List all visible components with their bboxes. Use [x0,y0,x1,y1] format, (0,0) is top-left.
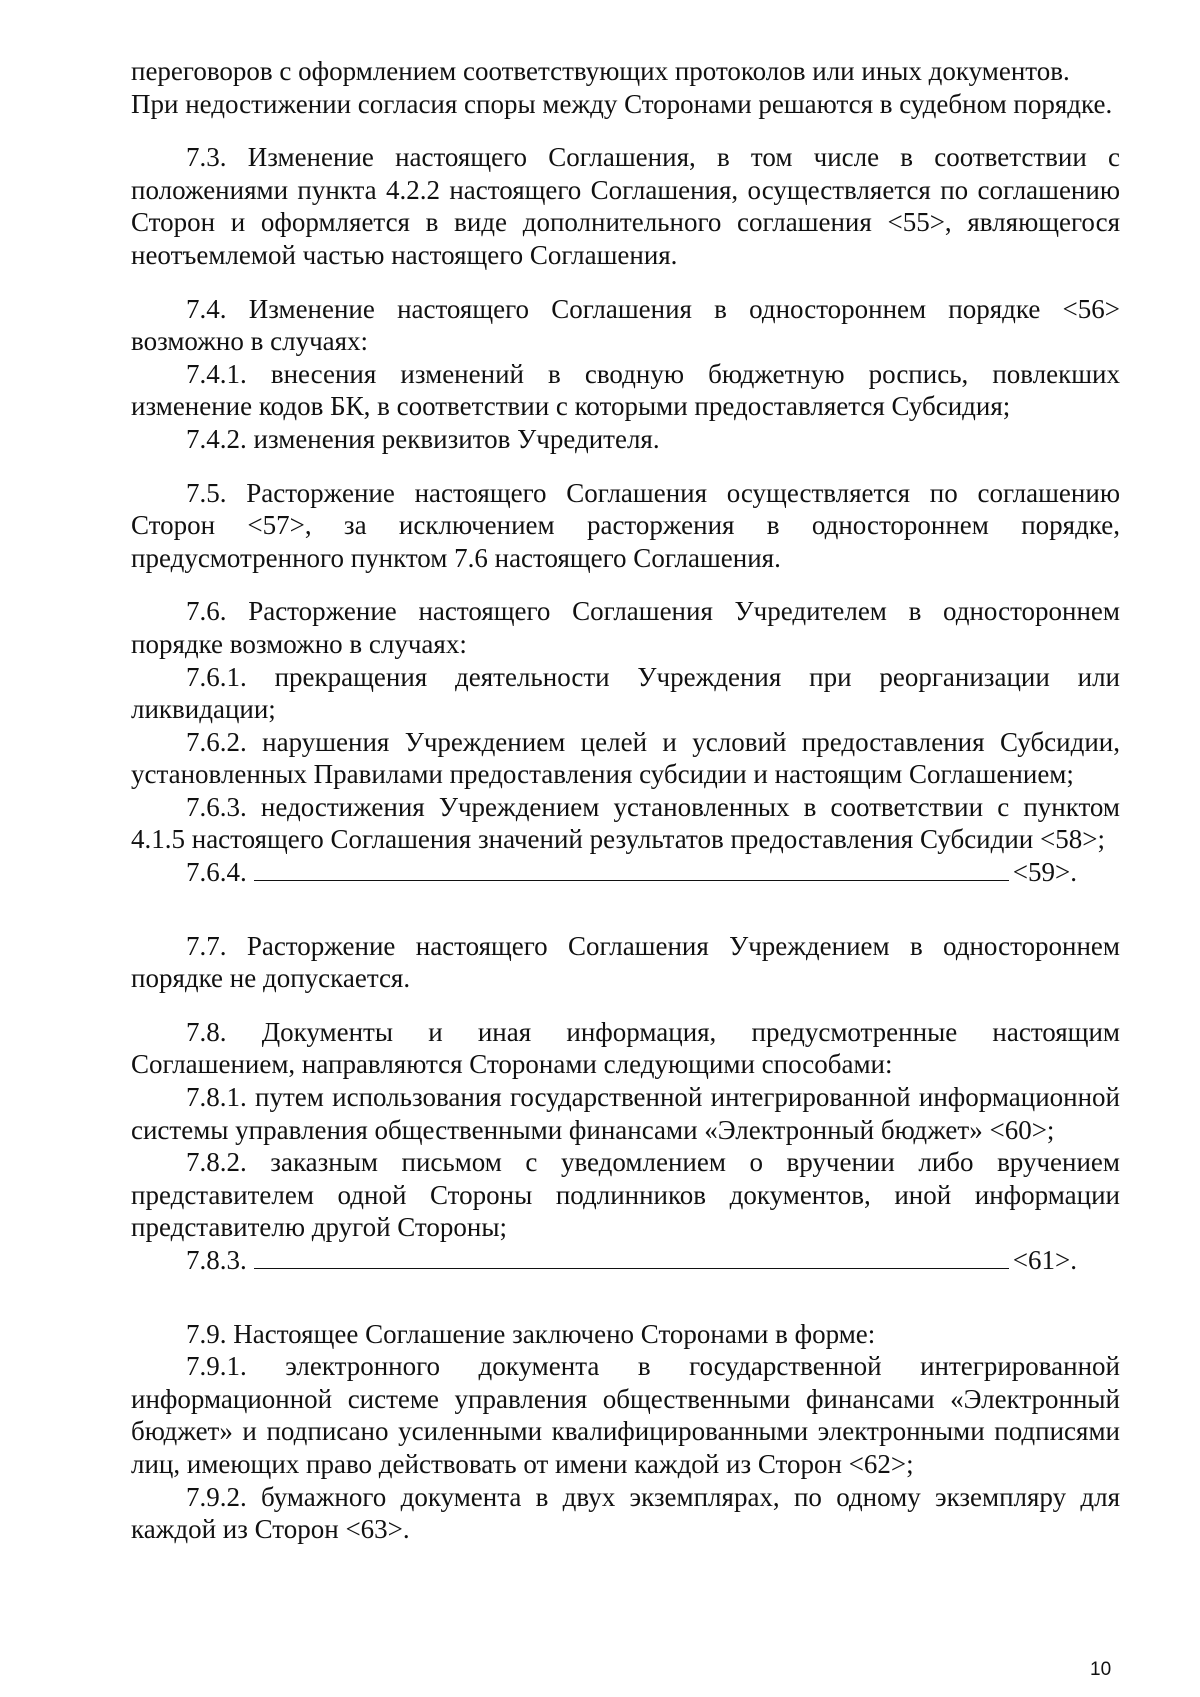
clause-7-6-4 [131,856,1120,889]
clause-7-8-2: 7.8.2. заказным письмом с уведомлением о вручении либо вручением представителем одной Стороны подлинников документов, иной информации представителю другой Стороны; [131,1147,1120,1243]
clause-7-6-4-ref: <59>. [1012,857,1077,888]
clause-7-9-2: 7.9.2. бумажного документа в двух экземплярах, по одному экземпляру для каждой из Сторон <63>. [131,1481,1120,1545]
clause-7-7: 7.7. Расторжение настоящего Соглашения Учреждением в одностороннем порядке не допускается. [131,930,1120,994]
clause-7-8-3 [131,1244,1120,1277]
clause-7-3: 7.3. Изменение настоящего Соглашения, в том числе в соответствии с положениями пункта 4.2.2 настоящего Соглашения, осуществляется по соглашению Сторон и оформляется в виде дополнительного соглашения <55>, являющегося неотъемлемой частью настоящего Соглашения. [131,142,1120,270]
clause-7-6-3: 7.6.3. недостижения Учреждением установленных в соответствии с пунктом 4.1.5 настоящего Соглашения значений результатов предоставления Субсидии <58>; [131,791,1120,855]
clause-7-8: 7.8. Документы и иная информация, предусмотренные настоящим Соглашением, направляются Сторонами следующими способами: [131,1016,1120,1080]
intro-line-2: При недостижении согласия споры между Сторонами решаются в судебном порядке. [131,88,1113,119]
clause-7-8-3-ref: <61>. [1012,1245,1077,1275]
clause-7-6-4-number: 7.6.4. [186,857,247,888]
clause-7-5: 7.5. Расторжение настоящего Соглашения осуществляется по соглашению Сторон <57>, за исключением расторжения в одностороннем порядке, предусмотренного пунктом 7.6 настоящего Соглашения. [131,477,1120,573]
page-number: 10 [1090,1659,1112,1680]
document-body [131,55,1120,1546]
clause-7-6-2: 7.6.2. нарушения Учреждением целей и условий предоставления Субсидии, установленных Правилами предоставления субсидии и настоящим Соглашением; [131,726,1120,790]
clause-7-4-2: 7.4.2. изменения реквизитов Учредителя. [186,423,660,454]
clause-7-9: 7.9. Настоящее Соглашение заключено Сторонами в форме: [186,1318,876,1349]
clause-7-6-1: 7.6.1. прекращения деятельности Учреждения при реорганизации или ликвидации; [131,661,1120,725]
clause-7-8-3-number: 7.8.3. [186,1245,247,1275]
intro-line-1: переговоров с оформлением соответствующих протоколов или иных документов. [131,56,1070,86]
clause-7-6: 7.6. Расторжение настоящего Соглашения Учредителем в одностороннем порядке возможно в случаях: [131,596,1120,659]
fill-in-blank [254,856,1009,881]
clause-7-4-1: 7.4.1. внесения изменений в сводную бюджетную роспись, повлекших изменение кодов БК, в соответствии с которыми предоставляется Субсидия; [131,358,1120,422]
clause-7-4: 7.4. Изменение настоящего Соглашения в одностороннем порядке <56> возможно в случаях: [131,293,1120,357]
clause-7-8-1: 7.8.1. путем использования государственной интегрированной информационной системы управления общественными финансами «Электронный бюджет» <60>; [131,1082,1120,1145]
fill-in-blank [254,1244,1009,1269]
clause-7-9-1: 7.9.1. электронного документа в государственной интегрированной информационной системе управления общественными финансами «Электронный бюджет» и подписано усиленными квалифицированными электронными подписями лиц, имеющих право действовать от имени каждой из Сторон <62>; [131,1351,1120,1479]
